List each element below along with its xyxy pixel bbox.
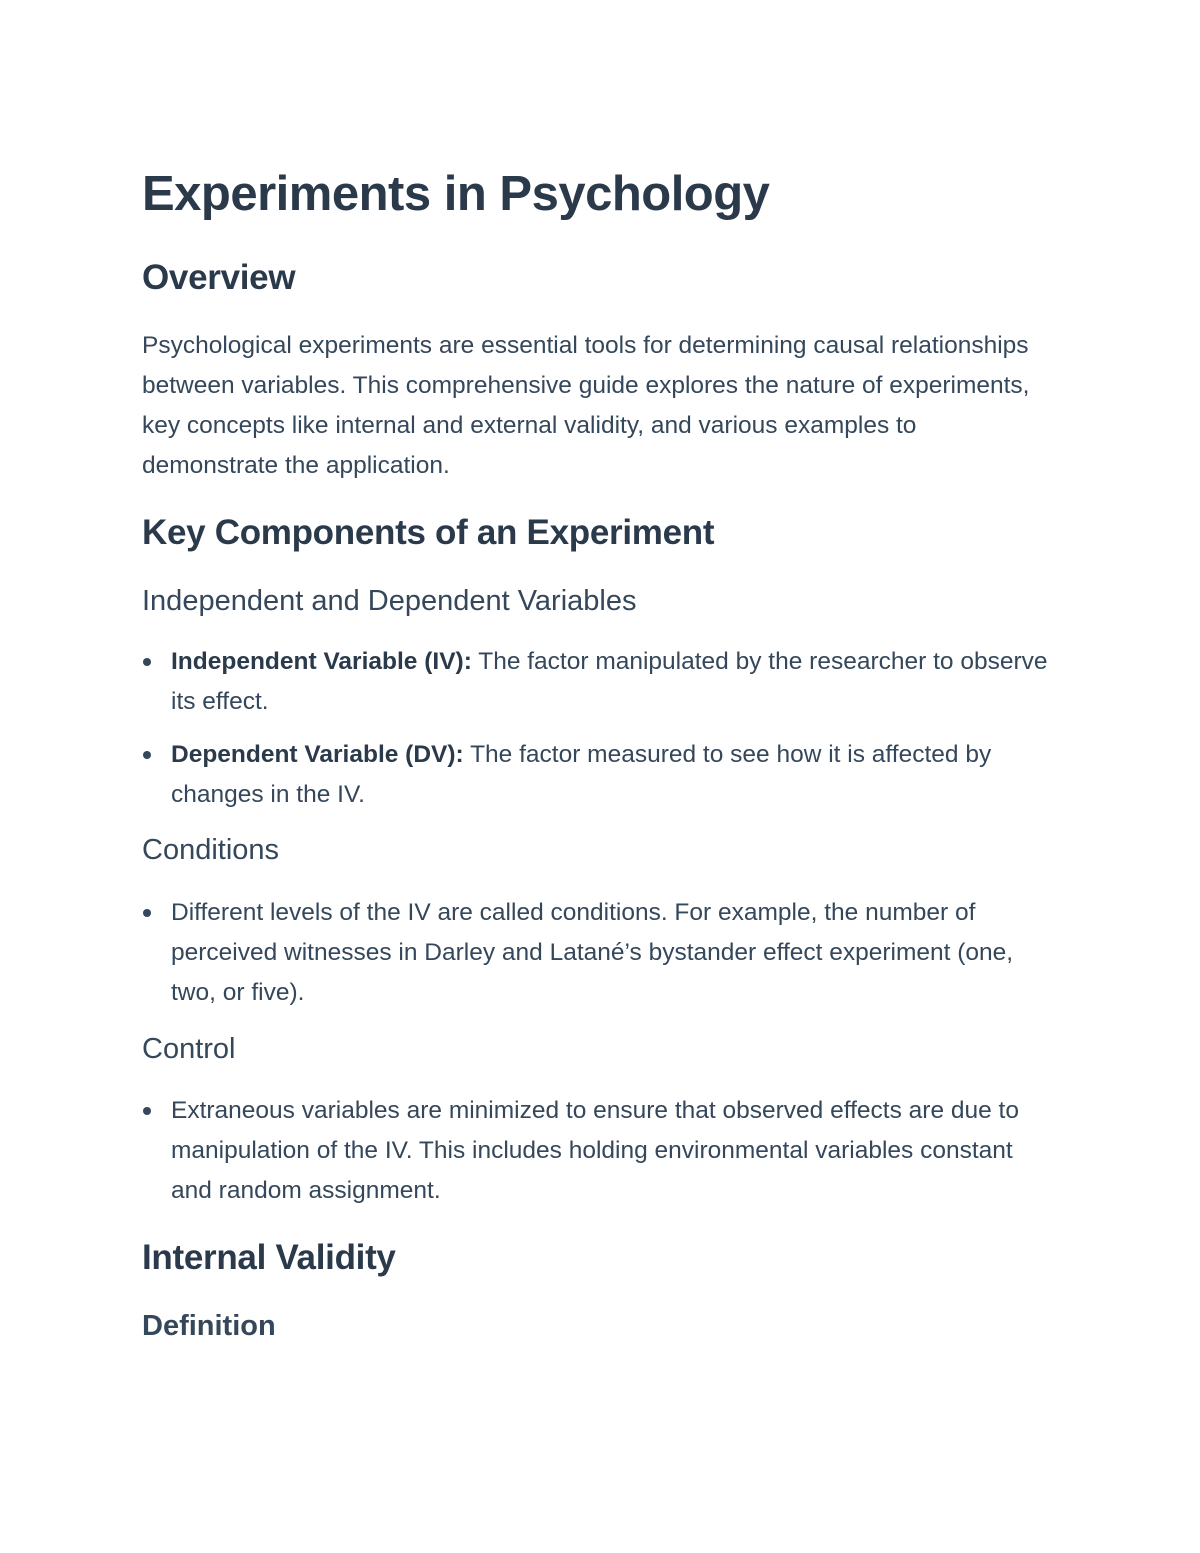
list-item-text: The factor measured to see how it is affected by changes in the IV. [171, 741, 992, 808]
list-item-text: Extraneous variables are minimized to ensure that observed effects are due to manipulation of the IV. This includes holding environmental variables constant and random assignment. [171, 1097, 1019, 1204]
bullet-icon [143, 909, 151, 917]
page-title: Experiments in Psychology [142, 167, 770, 221]
conditions-subheading: Conditions [142, 834, 280, 866]
conditions-list [142, 893, 1062, 1026]
list-item-term: Independent Variable (IV): [171, 648, 472, 675]
internal-validity-heading: Internal Validity [142, 1238, 396, 1277]
list-item-term: Dependent Variable (DV): [171, 741, 464, 768]
overview-heading: Overview [142, 258, 296, 297]
definition-subheading: Definition [142, 1310, 276, 1342]
control-list [142, 1091, 1062, 1224]
list-item [142, 893, 1051, 1013]
bullet-icon [143, 1107, 151, 1115]
bullet-icon [143, 751, 151, 759]
control-subheading: Control [142, 1033, 236, 1065]
list-item [142, 735, 1051, 815]
list-item-text: Different levels of the IV are called conditions. For example, the number of perceived witnesses in Darley and Latané’s bystander effect experiment (one, two, or five). [171, 899, 1014, 1006]
bullet-icon [143, 658, 151, 666]
overview-paragraph: Psychological experiments are essential tools for determining causal relationships between variables. This comprehensive guide explores the nature of experiments, key concepts like internal and external validity, and various examples to demonstrate the application. [142, 332, 1030, 479]
variables-subheading: Independent and Dependent Variables [142, 585, 637, 617]
variables-list [142, 642, 1062, 828]
list-item-text: The factor manipulated by the researcher to observe its effect. [171, 648, 1048, 715]
list-item [142, 1091, 1051, 1211]
list-item [142, 642, 1051, 722]
key-components-heading: Key Components of an Experiment [142, 513, 715, 552]
